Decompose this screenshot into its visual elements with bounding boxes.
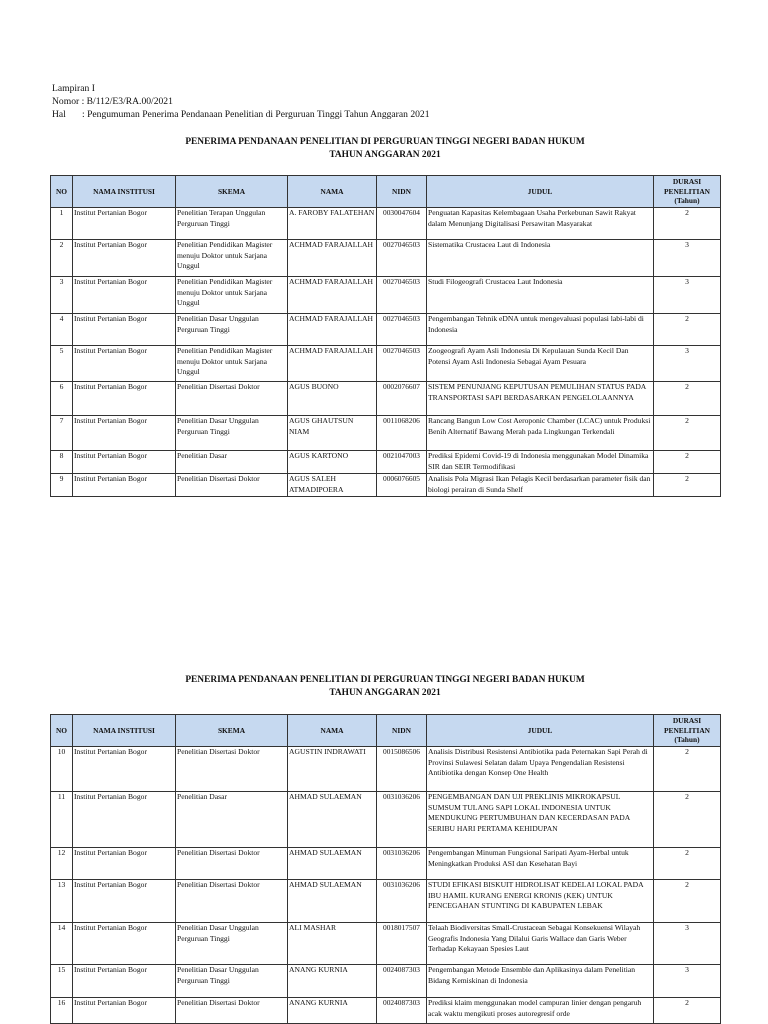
- cell-judul: Analisis Pola Migrasi Ikan Pelagis Kecil berdasarkan parameter fisik dan biologi perairan di Sunda Shelf: [427, 474, 654, 497]
- cell-nidn: 0024087303: [377, 998, 427, 1024]
- cell-no: 16: [51, 998, 73, 1024]
- cell-nidn: 0011068206: [377, 416, 427, 451]
- cell-institusi: Institut Pertanian Bogor: [73, 923, 176, 965]
- cell-nama: ACHMAD FARAJALLAH: [288, 240, 377, 277]
- cell-skema: Penelitian Pendidikan Magister menuju Doktor untuk Sarjana Unggul: [176, 277, 288, 314]
- cell-no: 15: [51, 965, 73, 998]
- cell-no: 10: [51, 747, 73, 792]
- cell-skema: Penelitian Terapan Unggulan Perguruan Tinggi: [176, 208, 288, 240]
- header-no: NO: [51, 715, 73, 747]
- cell-institusi: Institut Pertanian Bogor: [73, 382, 176, 416]
- table-header-row: [51, 715, 721, 747]
- cell-judul: PENGEMBANGAN DAN UJI PREKLINIS MIKROKAPSUL SUMSUM TULANG SAPI LOKAL INDONESIA UNTUK MENDUKUNG PERTUMBUHAN DAN KECERDASAN PADA SERIBU HARI PERTAMA KEHIDUPAN: [427, 792, 654, 848]
- cell-no: 8: [51, 451, 73, 474]
- cell-nidn: 0027046503: [377, 277, 427, 314]
- header-nama: NAMA: [288, 176, 377, 208]
- cell-no: 4: [51, 314, 73, 346]
- table-row: [51, 240, 721, 277]
- cell-institusi: Institut Pertanian Bogor: [73, 240, 176, 277]
- cell-institusi: Institut Pertanian Bogor: [73, 998, 176, 1024]
- header-judul: JUDUL: [427, 176, 654, 208]
- cell-skema: Penelitian Dasar Unggulan Perguruan Tinggi: [176, 965, 288, 998]
- cell-nidn: 0021047003: [377, 451, 427, 474]
- cell-nidn: 0024087303: [377, 965, 427, 998]
- cell-nama: ACHMAD FARAJALLAH: [288, 277, 377, 314]
- cell-nama: AHMAD SULAEMAN: [288, 792, 377, 848]
- cell-skema: Penelitian Dasar: [176, 451, 288, 474]
- nomor-label: Nomor : B/112/E3/RA.00/2021: [52, 96, 173, 107]
- cell-nama: ANANG KURNIA: [288, 965, 377, 998]
- hal-label: Hal: [52, 109, 66, 120]
- header-durasi: DURASI PENELITIAN (Tahun): [654, 176, 721, 208]
- cell-no: 7: [51, 416, 73, 451]
- cell-durasi: 3: [654, 346, 721, 382]
- cell-nidn: 0031036206: [377, 848, 427, 880]
- recipients-table-1: [50, 175, 721, 497]
- cell-skema: Penelitian Dasar Unggulan Perguruan Tinggi: [176, 314, 288, 346]
- cell-durasi: 2: [654, 792, 721, 848]
- table-row: [51, 314, 721, 346]
- page-2-title: [50, 674, 720, 700]
- cell-skema: Penelitian Pendidikan Magister menuju Doktor untuk Sarjana Unggul: [176, 346, 288, 382]
- cell-institusi: Institut Pertanian Bogor: [73, 965, 176, 998]
- cell-no: 14: [51, 923, 73, 965]
- cell-nama: ANANG KURNIA: [288, 998, 377, 1024]
- table-row: [51, 451, 721, 474]
- cell-skema: Penelitian Pendidikan Magister menuju Doktor untuk Sarjana Unggul: [176, 240, 288, 277]
- table-row: [51, 998, 721, 1024]
- header-nidn: NIDN: [377, 715, 427, 747]
- cell-no: 6: [51, 382, 73, 416]
- page-2-title-line2: TAHUN ANGGARAN 2021: [329, 688, 441, 698]
- table-row: [51, 346, 721, 382]
- cell-no: 12: [51, 848, 73, 880]
- cell-no: 2: [51, 240, 73, 277]
- header-skema: SKEMA: [176, 715, 288, 747]
- cell-durasi: 3: [654, 965, 721, 998]
- cell-nidn: 0027046503: [377, 240, 427, 277]
- cell-no: 3: [51, 277, 73, 314]
- cell-durasi: 2: [654, 382, 721, 416]
- cell-judul: STUDI EFIKASI BISKUIT HIDROLISAT KEDELAI LOKAL PADA IBU HAMIL KURANG ENERGI KRONIS (KEK) UNTUK PENCEGAHAN STUNTING DI KABUPATEN LEBAK: [427, 880, 654, 923]
- cell-nama: AGUS GHAUTSUN NIAM: [288, 416, 377, 451]
- header-durasi: DURASI PENELITIAN (Tahun): [654, 715, 721, 747]
- cell-nidn: 0006076605: [377, 474, 427, 497]
- cell-nidn: 0030047604: [377, 208, 427, 240]
- cell-institusi: Institut Pertanian Bogor: [73, 346, 176, 382]
- cell-nidn: 0002076607: [377, 382, 427, 416]
- cell-judul: Sistematika Crustacea Laut di Indonesia: [427, 240, 654, 277]
- table-row: [51, 747, 721, 792]
- cell-skema: Penelitian Disertasi Doktor: [176, 382, 288, 416]
- cell-judul: Studi Filogeografi Crustacea Laut Indonesia: [427, 277, 654, 314]
- cell-durasi: 3: [654, 923, 721, 965]
- cell-durasi: 2: [654, 208, 721, 240]
- cell-durasi: 2: [654, 416, 721, 451]
- cell-judul: Telaah Biodiversitas Small-Crustacean Sebagai Konsekuensi Wilayah Geografis Indonesia Yang Dilalui Garis Wallace dan Garis Weber Terhadap Kekayaan Spesies Laut: [427, 923, 654, 965]
- cell-judul: Pengembangan Minuman Fungsional Saripati Ayam-Herbal untuk Meningkatkan Produksi ASI dan Kesehatan Bayi: [427, 848, 654, 880]
- cell-institusi: Institut Pertanian Bogor: [73, 451, 176, 474]
- header-judul: JUDUL: [427, 715, 654, 747]
- cell-institusi: Institut Pertanian Bogor: [73, 880, 176, 923]
- cell-no: 11: [51, 792, 73, 848]
- cell-durasi: 2: [654, 451, 721, 474]
- cell-nama: AHMAD SULAEMAN: [288, 880, 377, 923]
- cell-judul: Pengembangan Metode Ensemble dan Aplikasinya dalam Penelitian Bidang Kemiskinan di Indonesia: [427, 965, 654, 998]
- cell-judul: SISTEM PENUNJANG KEPUTUSAN PEMULIHAN STATUS PADA TRANSPORTASI SAPI BERDASARKAN PENGELOLAANNYA: [427, 382, 654, 416]
- table-row: [51, 474, 721, 497]
- cell-durasi: 2: [654, 880, 721, 923]
- table-row: [51, 792, 721, 848]
- cell-skema: Penelitian Dasar Unggulan Perguruan Tinggi: [176, 923, 288, 965]
- table-row: [51, 923, 721, 965]
- cell-durasi: 2: [654, 314, 721, 346]
- header-institusi: NAMA INSTITUSI: [73, 715, 176, 747]
- cell-nidn: 0031036206: [377, 792, 427, 848]
- cell-judul: Prediksi Epidemi Covid-19 di Indonesia menggunakan Model Dinamika SIR dan SEIR Termodifikasi: [427, 451, 654, 474]
- cell-nama: ACHMAD FARAJALLAH: [288, 314, 377, 346]
- cell-durasi: 2: [654, 998, 721, 1024]
- cell-institusi: Institut Pertanian Bogor: [73, 416, 176, 451]
- cell-skema: Penelitian Disertasi Doktor: [176, 747, 288, 792]
- cell-judul: Prediksi klaim menggunakan model campuran linier dengan pengaruh acak waktu mengikuti proses autoregresif orde: [427, 998, 654, 1024]
- page-2-title-line1: PENERIMA PENDANAAN PENELITIAN DI PERGURUAN TINGGI NEGERI BADAN HUKUM: [185, 675, 585, 685]
- page-1-title: [50, 136, 720, 162]
- cell-nidn: 0031036206: [377, 880, 427, 923]
- cell-nidn: 0027046503: [377, 314, 427, 346]
- hal-text: : Pengumuman Penerima Pendanaan Penelitian di Perguruan Tinggi Tahun Anggaran 2021: [82, 109, 430, 120]
- cell-nama: AHMAD SULAEMAN: [288, 848, 377, 880]
- table-row: [51, 880, 721, 923]
- cell-durasi: 2: [654, 747, 721, 792]
- cell-nama: ACHMAD FARAJALLAH: [288, 346, 377, 382]
- cell-institusi: Institut Pertanian Bogor: [73, 848, 176, 880]
- table-header-row: [51, 176, 721, 208]
- cell-nama: AGUSTIN INDRAWATI: [288, 747, 377, 792]
- recipients-table-2: [50, 714, 721, 1024]
- header-nidn: NIDN: [377, 176, 427, 208]
- letter-header: [52, 82, 430, 121]
- lampiran-label: Lampiran I: [52, 83, 95, 94]
- header-no: NO: [51, 176, 73, 208]
- cell-nama: A. FAROBY FALATEHAN: [288, 208, 377, 240]
- cell-no: 9: [51, 474, 73, 497]
- page-1-title-line1: PENERIMA PENDANAAN PENELITIAN DI PERGURUAN TINGGI NEGERI BADAN HUKUM: [185, 137, 585, 147]
- cell-institusi: Institut Pertanian Bogor: [73, 314, 176, 346]
- cell-judul: Zoogeografi Ayam Asli Indonesia Di Kepulauan Sunda Kecil Dan Potensi Ayam Asli Indonesia Sebagai Ayam Pesuara: [427, 346, 654, 382]
- cell-no: 13: [51, 880, 73, 923]
- cell-durasi: 2: [654, 848, 721, 880]
- cell-skema: Penelitian Dasar: [176, 792, 288, 848]
- page-1-title-line2: TAHUN ANGGARAN 2021: [329, 150, 441, 160]
- cell-nidn: 0018017507: [377, 923, 427, 965]
- cell-nama: AGUS KARTONO: [288, 451, 377, 474]
- cell-skema: Penelitian Disertasi Doktor: [176, 848, 288, 880]
- cell-nama: AGUS BUONO: [288, 382, 377, 416]
- cell-institusi: Institut Pertanian Bogor: [73, 792, 176, 848]
- table-row: [51, 382, 721, 416]
- cell-institusi: Institut Pertanian Bogor: [73, 474, 176, 497]
- cell-skema: Penelitian Disertasi Doktor: [176, 880, 288, 923]
- hal-row: [52, 108, 430, 121]
- table-row: [51, 416, 721, 451]
- header-skema: SKEMA: [176, 176, 288, 208]
- cell-durasi: 3: [654, 240, 721, 277]
- table-row: [51, 965, 721, 998]
- cell-no: 1: [51, 208, 73, 240]
- table-row: [51, 277, 721, 314]
- cell-judul: Analisis Distribusi Resistensi Antibiotika pada Peternakan Sapi Perah di Provinsi Sulawesi Selatan dalam Upaya Pengendalian Resistensi Antibiotika dengan Konsep One Health: [427, 747, 654, 792]
- cell-nidn: 0015086506: [377, 747, 427, 792]
- cell-no: 5: [51, 346, 73, 382]
- cell-skema: Penelitian Disertasi Doktor: [176, 474, 288, 497]
- cell-nama: AGUS SALEH ATMADIPOERA: [288, 474, 377, 497]
- cell-skema: Penelitian Disertasi Doktor: [176, 998, 288, 1024]
- cell-skema: Penelitian Dasar Unggulan Perguruan Tinggi: [176, 416, 288, 451]
- cell-judul: Penguatan Kapasitas Kelembagaan Usaha Perkebunan Sawit Rakyat dalam Menunjang Digitalisasi Persawitan Masyarakat: [427, 208, 654, 240]
- table-row: [51, 848, 721, 880]
- cell-nidn: 0027046503: [377, 346, 427, 382]
- cell-nama: ALI MASHAR: [288, 923, 377, 965]
- cell-institusi: Institut Pertanian Bogor: [73, 208, 176, 240]
- cell-institusi: Institut Pertanian Bogor: [73, 277, 176, 314]
- cell-durasi: 3: [654, 277, 721, 314]
- cell-judul: Pengembangan Tehnik eDNA untuk mengevaluasi populasi labi-labi di Indonesia: [427, 314, 654, 346]
- header-nama: NAMA: [288, 715, 377, 747]
- header-institusi: NAMA INSTITUSI: [73, 176, 176, 208]
- cell-institusi: Institut Pertanian Bogor: [73, 747, 176, 792]
- cell-durasi: 2: [654, 474, 721, 497]
- table-row: [51, 208, 721, 240]
- cell-judul: Rancang Bangun Low Cost Aeroponic Chamber (LCAC) untuk Produksi Benih Alternatif Bawang Merah pada Lingkungan Terkendali: [427, 416, 654, 451]
